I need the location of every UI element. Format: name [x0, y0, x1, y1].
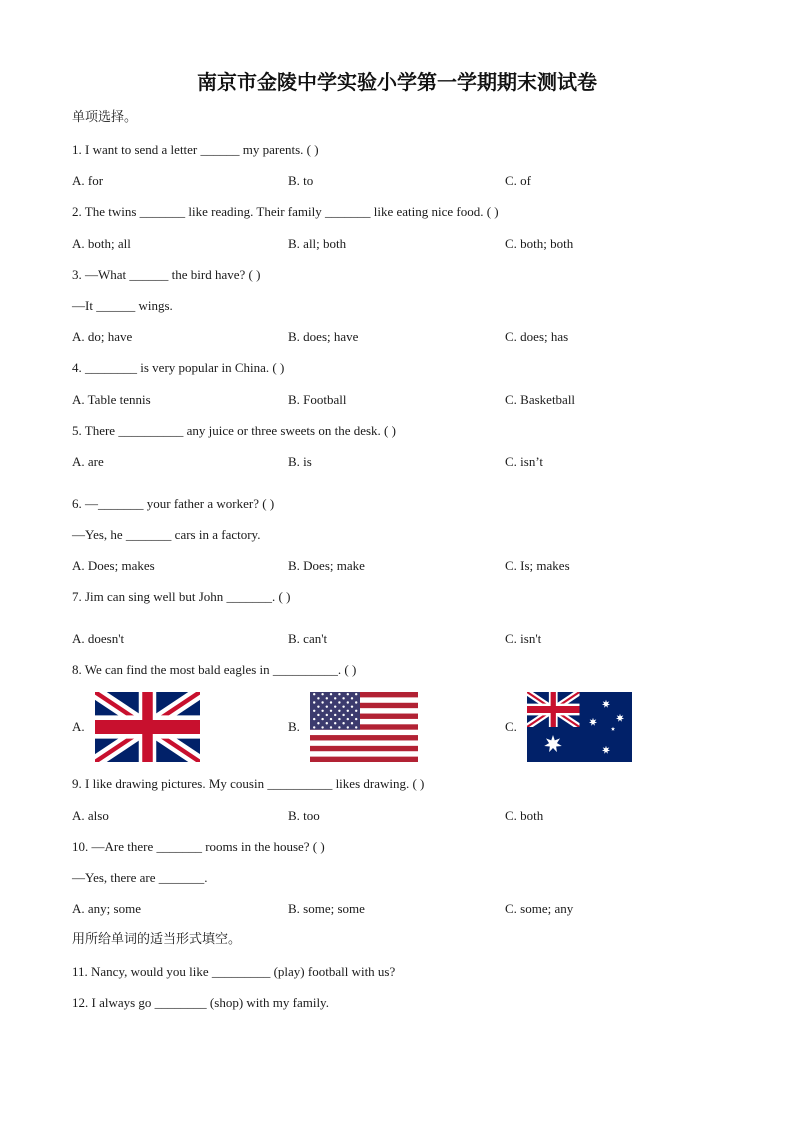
q5-option-a: A. are — [72, 454, 104, 469]
q3-option-a: A. do; have — [72, 329, 133, 344]
q10-option-b: B. some; some — [288, 901, 365, 916]
q1-option-a: A. for — [72, 173, 104, 188]
q1-option-b: B. to — [288, 173, 314, 188]
section-heading-fill-in: 用所给单词的适当形式填空。 — [72, 932, 242, 947]
q5-option-c: C. isn’t — [505, 454, 544, 469]
australia-flag-icon — [527, 692, 632, 762]
question-10: 10. —Are there _______ rooms in the house? ( ) — [72, 839, 325, 854]
q8-option-c: C. — [505, 719, 517, 734]
q9-option-c: C. both — [505, 808, 544, 823]
q2-option-b: B. all; both — [288, 236, 347, 251]
question-12: 12. I always go ________ (shop) with my family. — [72, 995, 329, 1010]
q3-option-b: B. does; have — [288, 329, 359, 344]
q8-option-a: A. — [72, 719, 85, 734]
q6-option-b: B. Does; make — [288, 558, 365, 573]
question-4: 4. ________ is very popular in China. ( ) — [72, 360, 285, 375]
question-11: 11. Nancy, would you like _________ (play) football with us? — [72, 964, 396, 979]
q4-option-a: A. Table tennis — [72, 392, 151, 407]
q6-option-c: C. Is; makes — [505, 558, 570, 573]
q7-option-b: B. can't — [288, 631, 328, 646]
question-3-reply: —It ______ wings. — [72, 298, 173, 313]
q8-option-b: B. — [288, 719, 300, 734]
q4-option-c: C. Basketball — [505, 392, 576, 407]
section-heading-single-choice: 单项选择。 — [72, 110, 138, 125]
q9-option-a: A. also — [72, 808, 109, 823]
usa-flag-icon — [310, 692, 418, 762]
q2-option-c: C. both; both — [505, 236, 574, 251]
question-7: 7. Jim can sing well but John _______. ( ) — [72, 589, 291, 604]
question-9: 9. I like drawing pictures. My cousin __________ likes drawing. ( ) — [72, 776, 425, 791]
question-1: 1. I want to send a letter ______ my parents. ( ) — [72, 142, 319, 157]
q2-option-a: A. both; all — [72, 236, 131, 251]
question-6: 6. —_______ your father a worker? ( ) — [72, 496, 275, 511]
q3-option-c: C. does; has — [505, 329, 569, 344]
question-10-reply: —Yes, there are _______. — [72, 870, 208, 885]
question-6-reply: —Yes, he _______ cars in a factory. — [72, 527, 261, 542]
question-3: 3. —What ______ the bird have? ( ) — [72, 267, 261, 282]
question-2: 2. The twins _______ like reading. Their family _______ like eating nice food. ( ) — [72, 204, 499, 219]
q4-option-b: B. Football — [288, 392, 347, 407]
q10-option-c: C. some; any — [505, 901, 574, 916]
uk-flag-icon — [95, 692, 200, 762]
q6-option-a: A. Does; makes — [72, 558, 155, 573]
q10-option-a: A. any; some — [72, 901, 141, 916]
question-5: 5. There __________ any juice or three sweets on the desk. ( ) — [72, 423, 396, 438]
q1-option-c: C. of — [505, 173, 531, 188]
q9-option-b: B. too — [288, 808, 320, 823]
q5-option-b: B. is — [288, 454, 312, 469]
page-title: 南京市金陵中学实验小学第一学期期末测试卷 — [197, 70, 597, 94]
question-8: 8. We can find the most bald eagles in __________. ( ) — [72, 662, 357, 677]
q7-option-a: A. doesn't — [72, 631, 125, 646]
q7-option-c: C. isn't — [505, 631, 542, 646]
